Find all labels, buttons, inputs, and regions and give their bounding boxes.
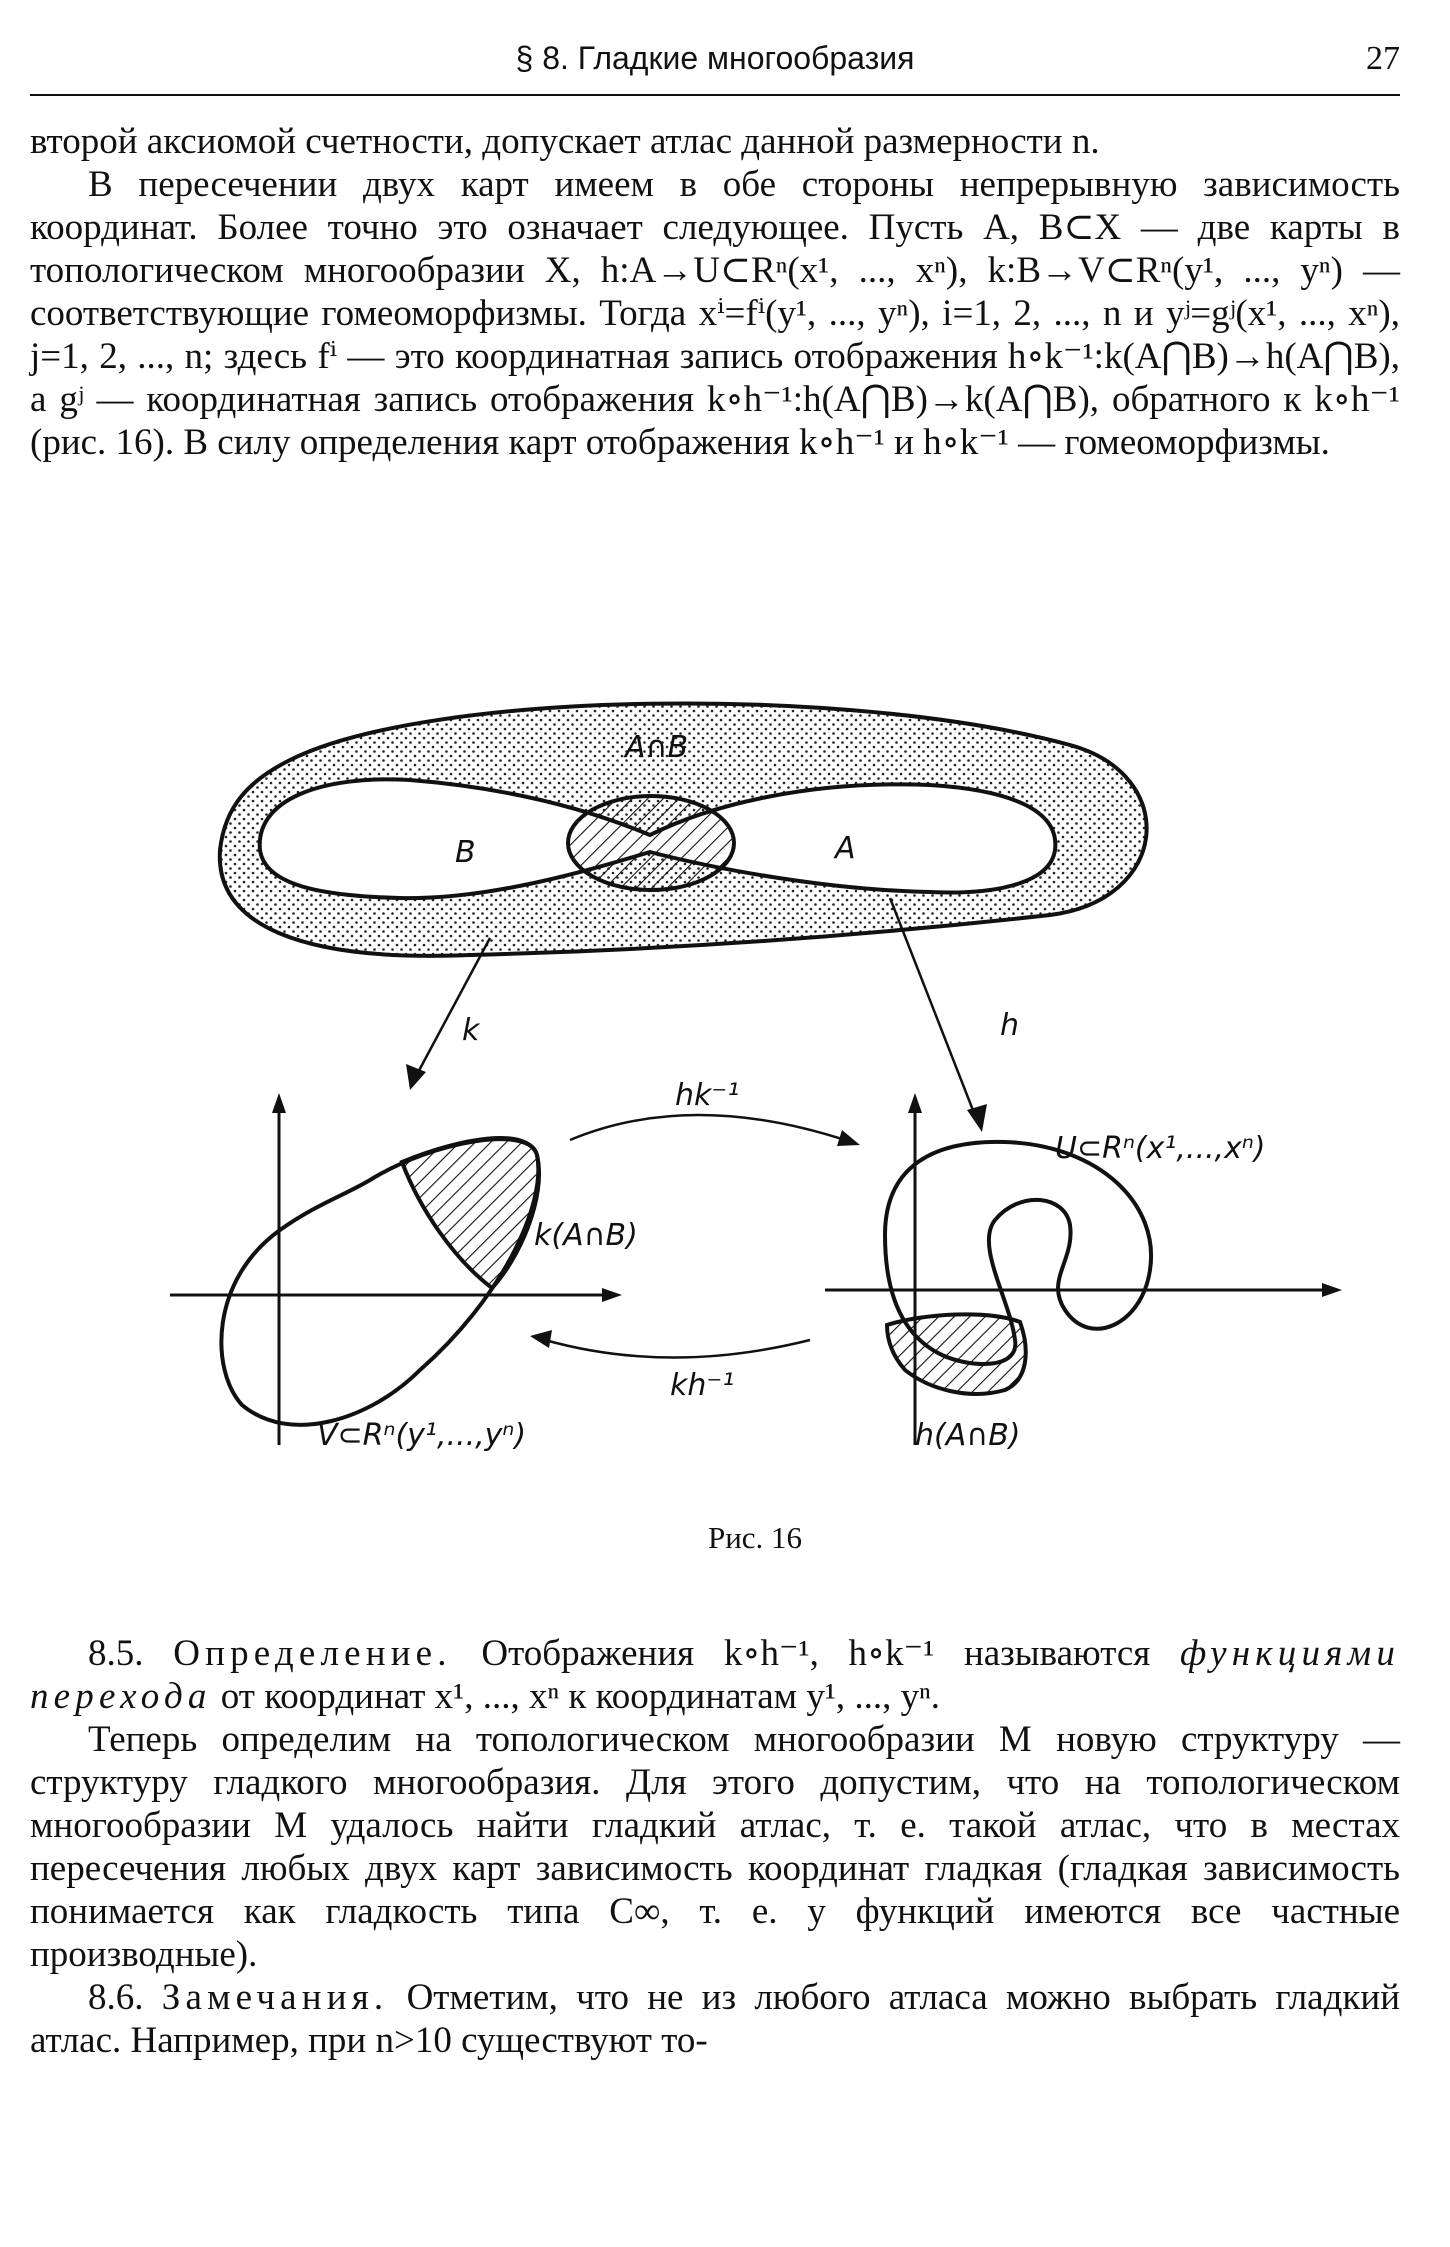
left-domain-v [221,1138,539,1425]
page-number: 27 [1366,40,1400,77]
remark-heading: Замечания. [161,1977,389,2018]
paragraph-chart-intersection: В пересечении двух карт имеем в обе стороны непрерывную зависимость координат. Более точно это означает следующее. Пусть A, B⊂X — две карты в топологическом многообразии X, h:A→U⊂Rⁿ(x¹, ..., xⁿ), k:B→V⊂Rⁿ(y¹, ..., yⁿ) — соответствующие гомеоморфизмы. Тогда xⁱ=fⁱ(y¹, ..., yⁿ), i=1, 2, ..., n и yʲ=gʲ(x¹, ..., xⁿ), j=1, 2, ..., n; здесь fⁱ — это координатная запись отображения h∘k⁻¹:k(A⋂B)→h(A⋂B), а gʲ — координатная запись отображения k∘h⁻¹:h(A⋂B)→k(A⋂B), обратного к k∘h⁻¹ (рис. 16). В силу определения карт отображения k∘h⁻¹ и h∘k⁻¹ — гомеоморфизмы. [30,164,1400,463]
running-head [30,34,1400,96]
label-transition-kh: kh⁻¹ [670,1368,735,1403]
right-domain-u [885,1142,1151,1394]
label-region-b: B [455,835,476,870]
label-map-h: h [1000,1008,1020,1043]
arrow-transition-hk [570,1115,860,1146]
paragraph-smooth-structure: Теперь определим на топологическом многообразии M новую структуру — структуру гладкого многообразия. Для этого допустим, что на топологическом многообразии M удалось найти гладкий атлас, т. е. такой атлас, что в местах пересечения любых двух карт зависимость координат гладкая (гладкая зависимость понимается как гладкость типа C∞, т. е. у функций имеются все частные производные). [30,1719,1400,1975]
definition-number: 8.5. [88,1633,144,1674]
arrow-map-h [890,898,987,1132]
label-h-image: h(A∩B) [915,1418,1021,1453]
definition-term: функциями перехода [30,1633,1401,1717]
remark-8-6 [30,1976,1400,2062]
arrow-transition-kh [530,1330,810,1358]
remark-text: Отметим, что не из любого атласа можно выбрать гладкий атлас. Например, при n>10 существуют то- [30,1977,1400,2061]
running-title: § 8. Гладкие многообразия [515,40,915,76]
label-k-image: k(A∩B) [534,1218,638,1253]
remark-number: 8.6. [88,1977,144,2018]
figure-16-drawing [170,700,1370,1500]
definition-text-end: от координат x¹, ..., xⁿ к координатам y¹, ..., yⁿ. [211,1676,941,1717]
definition-text-start: Отображения k∘h⁻¹, h∘k⁻¹ называются [451,1633,1180,1674]
bottom-text-block [30,1632,1400,2062]
label-intersection-top: A∩B [625,730,689,765]
label-transition-hk: hk⁻¹ [675,1078,740,1113]
label-map-k: k [462,1013,480,1048]
definition-heading: Определение. [173,1633,452,1674]
label-u-domain: U⊂Rⁿ(x¹,...,xⁿ) [1055,1131,1266,1166]
figure-16 [170,700,1370,1500]
paragraph-continuation: второй аксиомой счетности, допускает атлас данной размерности n. [30,121,1100,162]
top-text-block [30,120,1400,464]
figure-caption: Рис. 16 [707,1520,803,1555]
definition-8-5 [30,1632,1400,1718]
label-region-a: A [835,831,856,866]
label-v-domain: V⊂Rⁿ(y¹,...,yⁿ) [317,1418,527,1453]
